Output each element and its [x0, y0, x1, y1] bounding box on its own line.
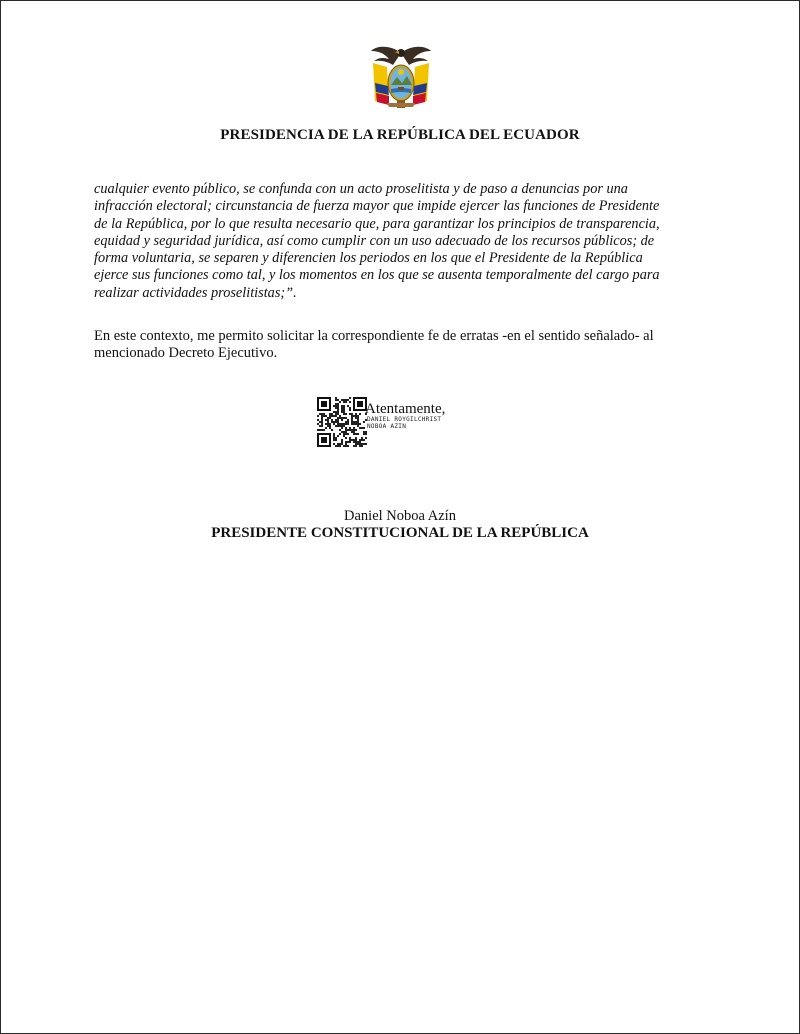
- paragraph-line: mencionado Decreto Ejecutivo.: [94, 345, 278, 362]
- paragraph-line: En este contexto, me permito solicitar la correspondiente fe de erratas -en el sentido señalado- al: [94, 328, 654, 344]
- ecuador-coat-of-arms-icon: [369, 43, 433, 109]
- electronic-signature: [317, 397, 517, 447]
- qr-code-icon: [317, 397, 367, 447]
- digital-signer-name-line: NOBOA AZIN: [367, 423, 407, 430]
- quote-line: infracción electoral; circunstancia de fuerza mayor que impide ejercer las funciones de Presidente: [94, 198, 660, 215]
- quote-line: forma voluntaria, se separen y diferencien los periodos en los que el Presidente de la República: [94, 250, 643, 267]
- page-title: PRESIDENCIA DE LA REPÚBLICA DEL ECUADOR: [220, 127, 580, 143]
- quote-line: de la República, por lo que resulta necesario que, para garantizar los principios de transparencia,: [94, 215, 660, 232]
- quote-line: realizar actividades proselitistas;”.: [94, 284, 297, 301]
- signer-title: PRESIDENTE CONSTITUCIONAL DE LA REPÚBLICA: [211, 525, 589, 541]
- closing-salutation: Atentamente,: [365, 401, 446, 417]
- digital-signer-name-line: DANIEL ROYGILCHRIST: [367, 416, 442, 423]
- request-paragraph: [94, 328, 708, 363]
- quote-line: ejerce sus funciones como tal, y los momentos en los que se ausenta temporalmente del cargo para: [94, 267, 660, 284]
- quoted-decree-text: [94, 181, 708, 302]
- quote-line: equidad y seguridad jurídica, así como cumplir con un uso adecuado de los recursos públicos; de: [94, 232, 655, 249]
- signer-name: Daniel Noboa Azín: [344, 508, 456, 524]
- quote-line: cualquier evento público, se confunda con un acto proselitista y de paso a denuncias por una: [94, 181, 628, 197]
